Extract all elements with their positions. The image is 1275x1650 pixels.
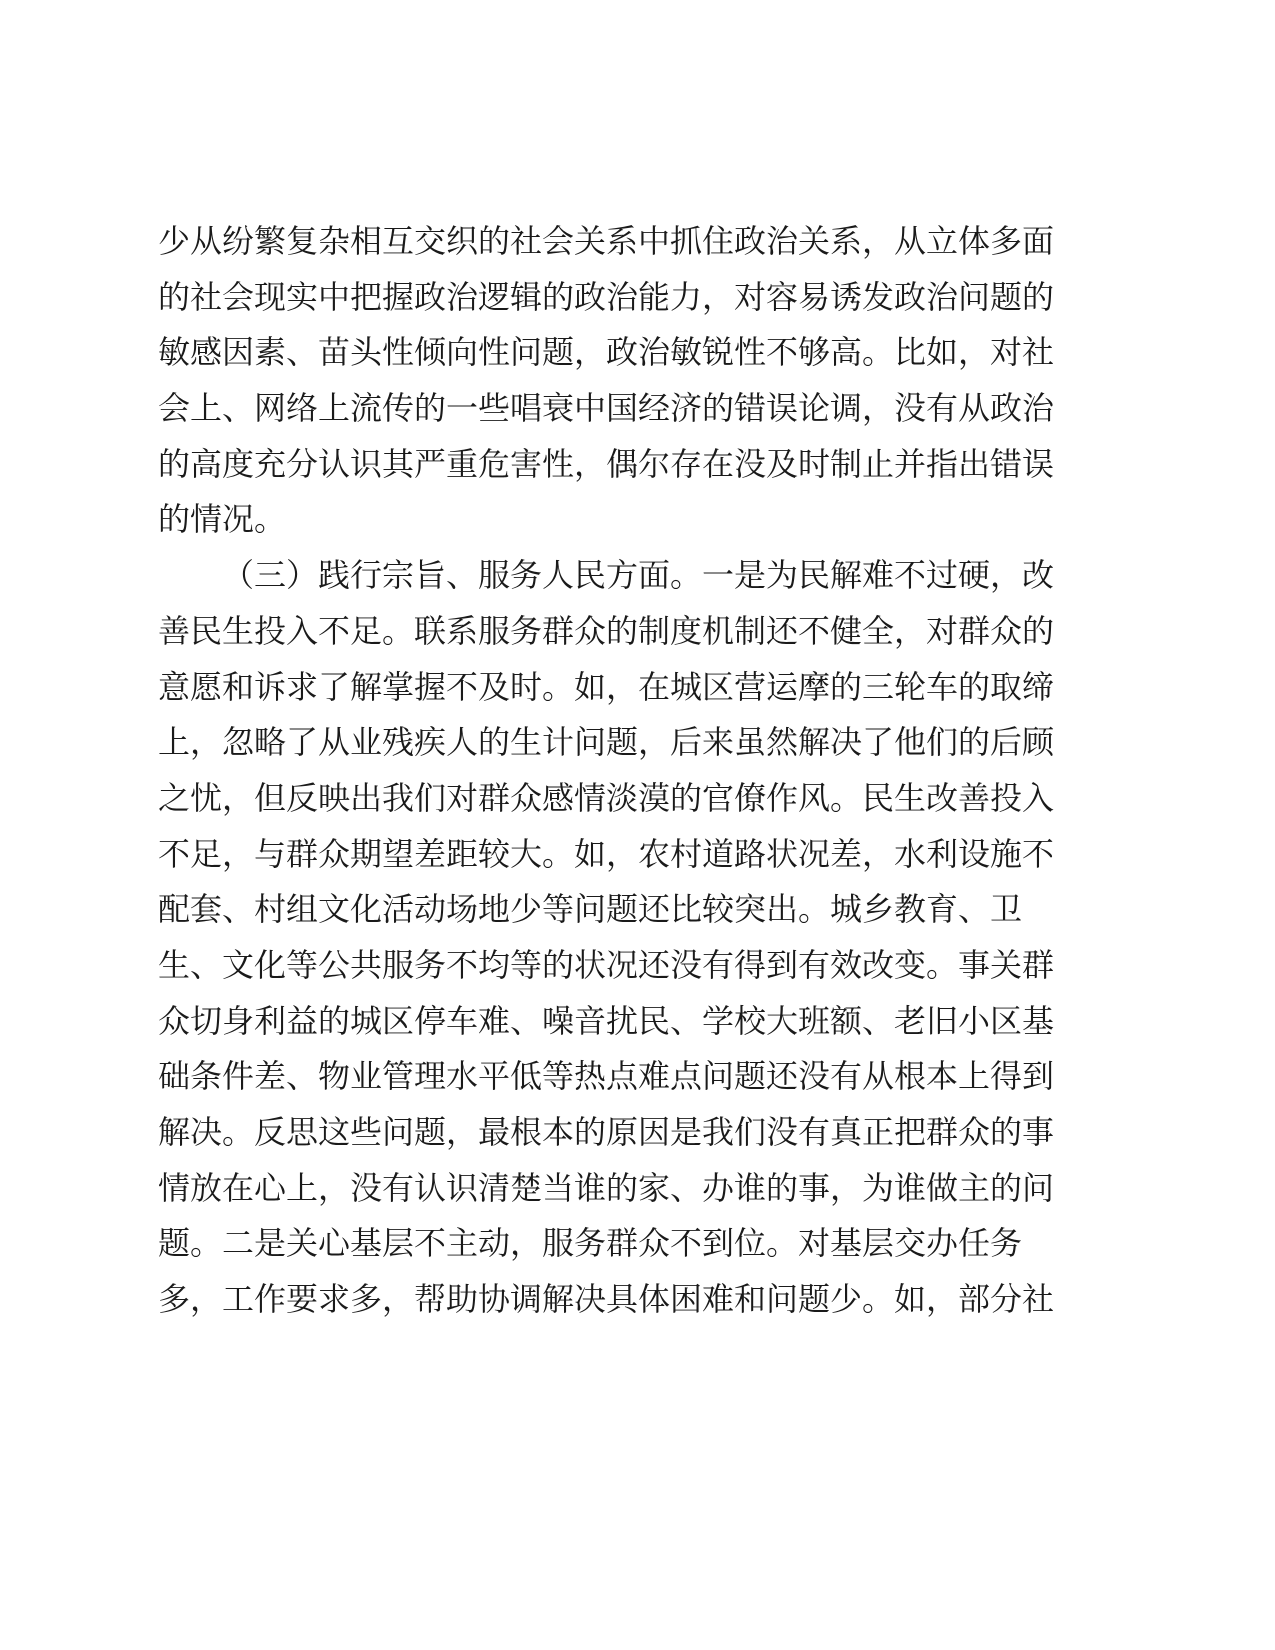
text-line: 多，工作要求多，帮助协调解决具体困难和问题少。如，部分社 [158,1280,1055,1319]
text-line: 少从纷繁复杂相互交织的社会关系中抓住政治关系，从立体多面 [158,222,1055,260]
text-line: 敏感因素、苗头性倾向性问题，政治敏锐性不够高。比如，对社 [158,333,1055,372]
text-line: （三）践行宗旨、服务人民方面。一是为民解难不过硬，改 [222,556,1055,595]
text-line: 会上、网络上流传的一些唱衰中国经济的错误论调，没有从政治 [158,389,1055,428]
text-line: 众切身利益的城区停车难、噪音扰民、学校大班额、老旧小区基 [158,1001,1055,1040]
text-line: 的社会现实中把握政治逻辑的政治能力，对容易诱发政治问题的 [158,277,1055,316]
text-line: 不足，与群众期望差距较大。如，农村道路状况差，水利设施不 [158,834,1055,873]
text-line: 生、文化等公共服务不均等的状况还没有得到有效改变。事关群 [158,945,1055,984]
text-line: 配套、村组文化活动场地少等问题还比较突出。城乡教育、卫 [158,890,1023,929]
text-line: 意愿和诉求了解掌握不及时。如，在城区营运摩的三轮车的取缔 [158,667,1055,706]
text-line: 上，忽略了从业残疾人的生计问题，后来虽然解决了他们的后顾 [158,723,1055,762]
text-line: 础条件差、物业管理水平低等热点难点问题还没有从根本上得到 [158,1057,1055,1096]
text-line: 之忧，但反映出我们对群众感情淡漠的官僚作风。民生改善投入 [158,778,1055,817]
text-line: 题。二是关心基层不主动，服务群众不到位。对基层交办任务 [158,1224,1023,1263]
text-line: 的情况。 [158,500,287,539]
text-line: 善民生投入不足。联系服务群众的制度机制还不健全，对群众的 [158,611,1055,650]
body-text [158,214,1055,1328]
text-line: 情放在心上，没有认识清楚当谁的家、办谁的事，为谁做主的问 [158,1168,1055,1207]
text-line: 的高度充分认识其严重危害性，偶尔存在没及时制止并指出错误 [158,444,1055,483]
text-line: 解决。反思这些问题，最根本的原因是我们没有真正把群众的事 [158,1113,1055,1151]
